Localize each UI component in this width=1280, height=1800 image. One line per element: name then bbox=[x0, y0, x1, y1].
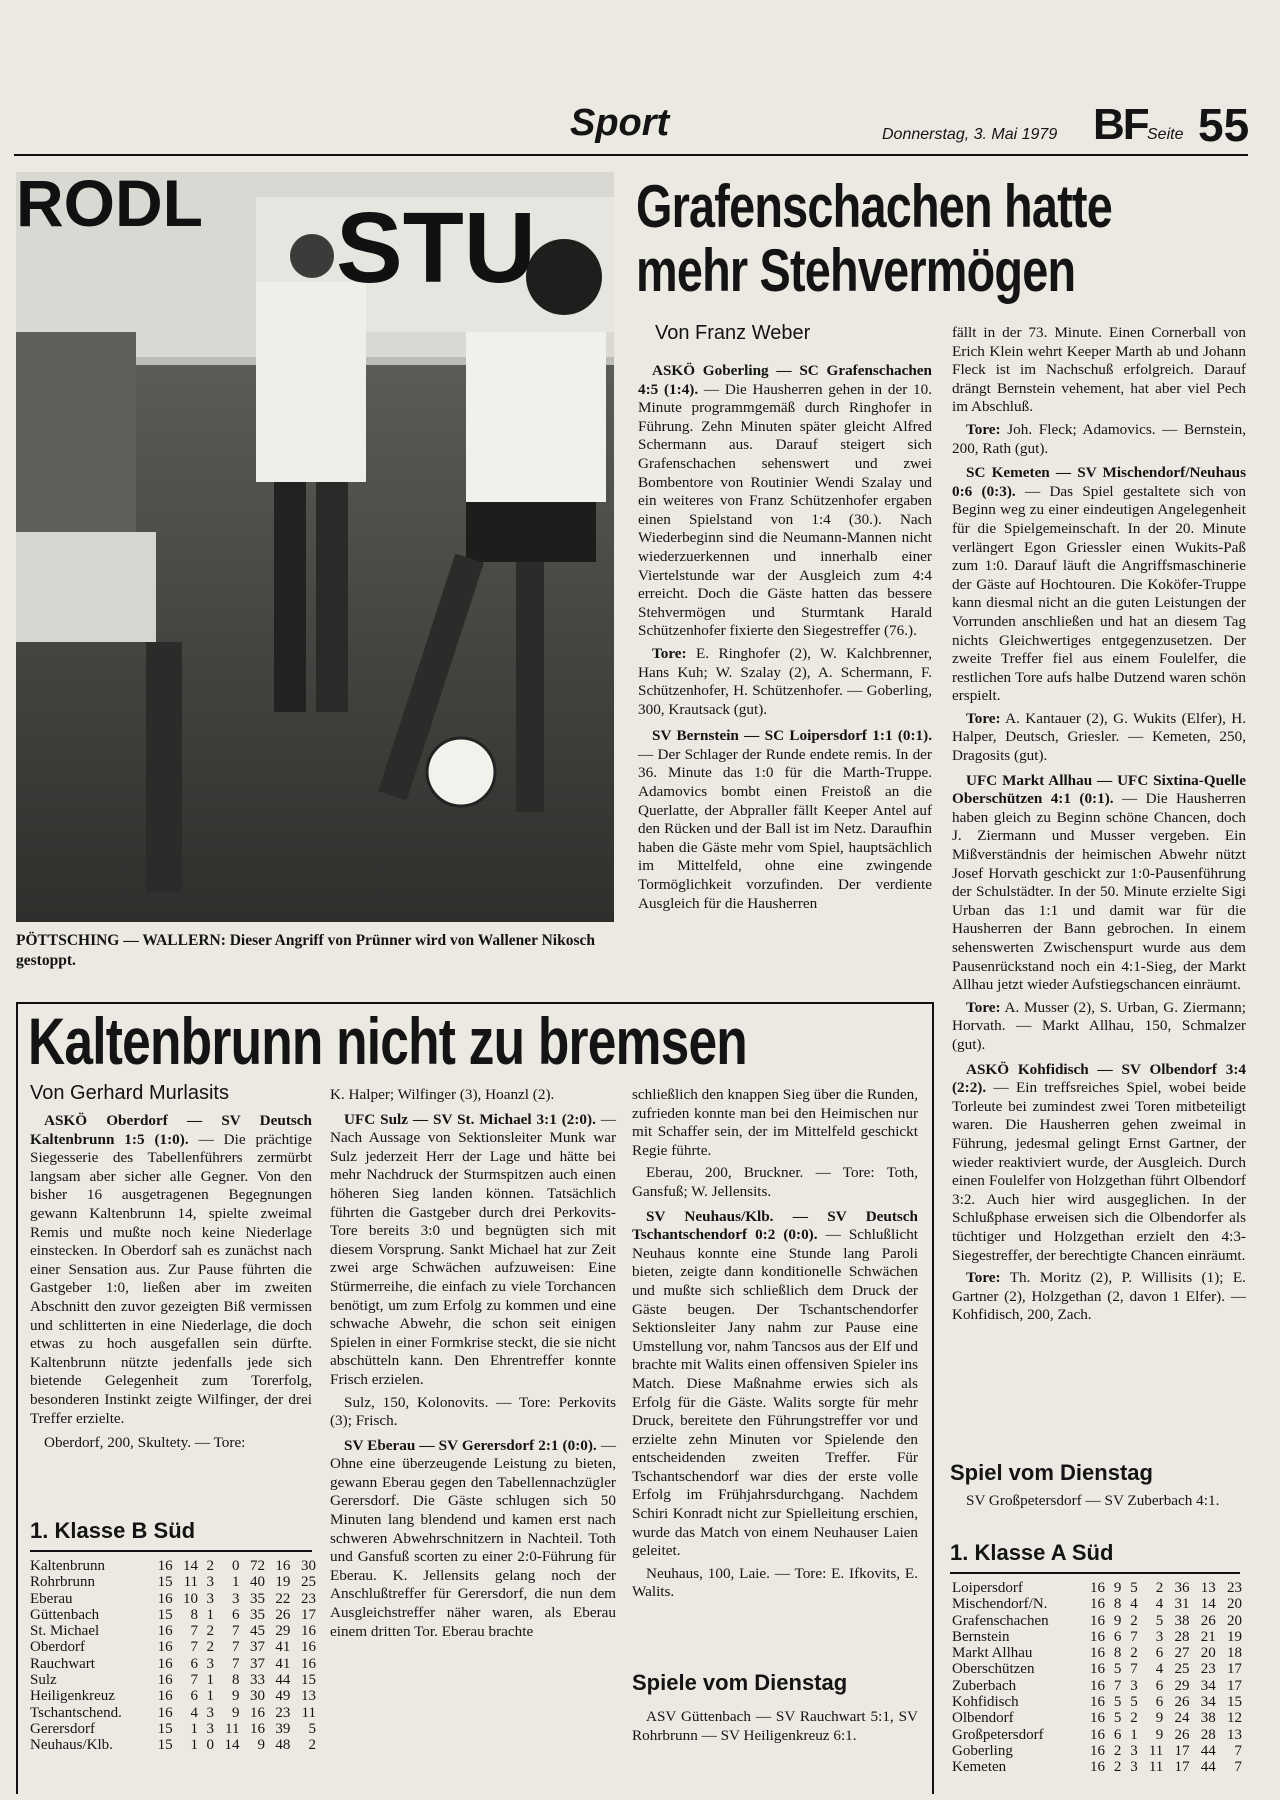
stat-cell: 37 bbox=[249, 1639, 265, 1656]
team-name: Heiligenkreuz bbox=[30, 1688, 115, 1705]
paragraph: Tore: A. Musser (2), S. Urban, G. Ziermann; Horvath. — Markt Allhau, 150, Schmalzer (gut). bbox=[952, 998, 1246, 1053]
article1-headline-line1: Grafenschachen hatte bbox=[636, 173, 1112, 240]
page-label: Seite bbox=[1147, 126, 1184, 143]
table-row bbox=[952, 1613, 1242, 1629]
stat-cell: 9 bbox=[231, 1704, 240, 1721]
stat-cell: 5 bbox=[1155, 1612, 1164, 1629]
stat-cell: 16 bbox=[157, 1672, 173, 1689]
stat-cell: 1 bbox=[206, 1606, 214, 1623]
match-photo bbox=[16, 172, 614, 922]
stat-cell: 37 bbox=[249, 1655, 265, 1672]
spiele-vom-dienstag-text: ASV Güttenbach — SV Rauchwart 5:1, SV Rohrbrunn — SV Heiligenkreuz 6:1. bbox=[632, 1708, 918, 1744]
table-row bbox=[30, 1656, 316, 1672]
stat-cell: 15 bbox=[1227, 1694, 1242, 1711]
stat-cell: 49 bbox=[275, 1688, 291, 1705]
table-b-title: 1. Klasse B Süd bbox=[30, 1518, 196, 1543]
stat-cell: 2 bbox=[308, 1737, 316, 1754]
stat-cell: 16 bbox=[1089, 1759, 1105, 1776]
stat-cell: 1 bbox=[206, 1672, 214, 1689]
stat-cell: 6 bbox=[1155, 1677, 1164, 1694]
stat-cell: 4 bbox=[1155, 1661, 1164, 1678]
stat-cell: 19 bbox=[1227, 1628, 1242, 1645]
stat-cell: 6 bbox=[190, 1688, 199, 1705]
stat-cell: 13 bbox=[1200, 1580, 1216, 1596]
stat-cell: 4 bbox=[190, 1704, 199, 1721]
paragraph: Tore: E. Ringhofer (2), W. Kalchbrenner, Hans Kuh; W. Szalay (2), A. Schermann, F. Schützenhofer, H. Schützenhofer. — Goberling, 300, Krautsack (gut). bbox=[638, 644, 932, 718]
table-row bbox=[30, 1574, 316, 1590]
stat-cell: 7 bbox=[1130, 1628, 1138, 1645]
stat-cell: 30 bbox=[249, 1688, 265, 1705]
table-row bbox=[952, 1727, 1242, 1743]
stat-cell: 16 bbox=[157, 1704, 173, 1721]
table-row bbox=[30, 1688, 316, 1704]
stat-cell: 44 bbox=[1200, 1742, 1216, 1759]
stat-cell: 16 bbox=[1089, 1580, 1105, 1596]
stat-cell: 9 bbox=[1113, 1580, 1122, 1596]
stat-cell: 4 bbox=[1155, 1596, 1164, 1613]
stat-cell: 11 bbox=[1148, 1742, 1164, 1759]
stat-cell: 16 bbox=[301, 1639, 316, 1656]
stat-cell: 6 bbox=[1155, 1694, 1164, 1711]
team-name: Goberling bbox=[952, 1742, 1013, 1759]
article2-headline: Kaltenbrunn nicht zu bremsen bbox=[28, 1004, 747, 1078]
stat-cell: 30 bbox=[301, 1558, 316, 1574]
stat-cell: 10 bbox=[183, 1590, 199, 1607]
table-row bbox=[952, 1580, 1242, 1596]
stat-cell: 3 bbox=[1155, 1628, 1164, 1645]
paragraph: Tore: Th. Moritz (2), P. Willisits (1); E. Gartner (2), Holzgethan (2, davon 1 Elfer). — Kohfidisch, 200, Zach. bbox=[952, 1269, 1246, 1324]
stat-cell: 16 bbox=[1089, 1628, 1105, 1645]
stat-cell: 16 bbox=[157, 1590, 173, 1607]
stat-cell: 23 bbox=[1200, 1661, 1216, 1678]
team-name: Bernstein bbox=[952, 1628, 1010, 1645]
stat-cell: 3 bbox=[1130, 1677, 1138, 1694]
table-row bbox=[952, 1694, 1242, 1710]
stat-cell: 41 bbox=[275, 1639, 291, 1656]
stat-cell: 8 bbox=[1113, 1645, 1122, 1662]
paragraph: Eberau, 200, Bruckner. — Tore: Toth, Gansfuß; W. Jellensits. bbox=[632, 1164, 918, 1200]
stat-cell: 17 bbox=[1227, 1677, 1242, 1694]
stat-cell: 8 bbox=[190, 1606, 199, 1623]
page-number: 55 bbox=[1198, 99, 1250, 151]
stat-cell: 45 bbox=[249, 1623, 265, 1640]
stat-cell: 6 bbox=[190, 1655, 199, 1672]
table-a-title: 1. Klasse A Süd bbox=[950, 1540, 1114, 1565]
stat-cell: 9 bbox=[231, 1688, 240, 1705]
stat-cell: 38 bbox=[1200, 1710, 1216, 1727]
stat-cell: 17 bbox=[1227, 1661, 1242, 1678]
stat-cell: 6 bbox=[231, 1606, 240, 1623]
stat-cell: 16 bbox=[1089, 1596, 1105, 1613]
stat-cell: 26 bbox=[1174, 1694, 1190, 1711]
table-row bbox=[30, 1705, 316, 1721]
stat-cell: 5 bbox=[308, 1720, 316, 1737]
stat-cell: 16 bbox=[157, 1639, 173, 1656]
stat-cell: 26 bbox=[1200, 1612, 1216, 1629]
stat-cell: 16 bbox=[157, 1655, 173, 1672]
stat-cell: 5 bbox=[1113, 1661, 1122, 1678]
stat-cell: 14 bbox=[1200, 1596, 1216, 1613]
stat-cell: 16 bbox=[1089, 1677, 1105, 1694]
stat-cell: 7 bbox=[231, 1639, 240, 1656]
stat-cell: 1 bbox=[1130, 1726, 1138, 1743]
stat-cell: 4 bbox=[1130, 1596, 1138, 1613]
stat-cell: 48 bbox=[275, 1737, 291, 1754]
stat-cell: 20 bbox=[1227, 1612, 1242, 1629]
stat-cell: 7 bbox=[1234, 1759, 1242, 1776]
team-name: Kohfidisch bbox=[952, 1694, 1019, 1711]
team-name: Markt Allhau bbox=[952, 1645, 1033, 1662]
stat-cell: 27 bbox=[1174, 1645, 1190, 1662]
stat-cell: 16 bbox=[1089, 1710, 1105, 1727]
stat-cell: 16 bbox=[301, 1623, 316, 1640]
table-row bbox=[952, 1596, 1242, 1612]
paragraph: Sulz, 150, Kolonovits. — Tore: Perkovits (3); Frisch. bbox=[330, 1393, 616, 1430]
stat-cell: 11 bbox=[301, 1704, 316, 1721]
stat-cell: 3 bbox=[1130, 1742, 1138, 1759]
paragraph: Neuhaus, 100, Laie. — Tore: E. Ifkovits, E. Walits. bbox=[632, 1564, 918, 1601]
stat-cell: 16 bbox=[157, 1623, 173, 1640]
article1-column-1 bbox=[638, 362, 932, 917]
paragraph: Oberdorf, 200, Skultety. — Tore: bbox=[44, 1434, 246, 1452]
team-name: Kemeten bbox=[952, 1759, 1007, 1776]
article1-headline-line2: mehr Stehvermögen bbox=[636, 237, 1076, 304]
stat-cell: 44 bbox=[275, 1672, 291, 1689]
stat-cell: 11 bbox=[225, 1720, 240, 1737]
stat-cell: 39 bbox=[275, 1720, 291, 1737]
stat-cell: 9 bbox=[1113, 1612, 1122, 1629]
table-row bbox=[30, 1737, 316, 1753]
stat-cell: 1 bbox=[190, 1720, 199, 1737]
stat-cell: 26 bbox=[1174, 1726, 1190, 1743]
stat-cell: 24 bbox=[1174, 1710, 1190, 1727]
stat-cell: 1 bbox=[206, 1688, 214, 1705]
article2-column-3 bbox=[632, 1086, 918, 1606]
stat-cell: 3 bbox=[231, 1590, 240, 1607]
stat-cell: 15 bbox=[157, 1737, 173, 1754]
stat-cell: 2 bbox=[1113, 1759, 1122, 1776]
paragraph: fällt in der 73. Minute. Einen Cornerball von Erich Klein wehrt Keeper Marth ab und Johann Fleck ist im Nachschuß erfolgreich. Darauf drängt Bernstein vehement, hat aber viel Pech im Abschluß. bbox=[952, 324, 1246, 416]
stat-cell: 16 bbox=[275, 1558, 291, 1574]
stat-cell: 31 bbox=[1174, 1596, 1190, 1613]
stat-cell: 5 bbox=[1130, 1580, 1138, 1596]
stat-cell: 7 bbox=[1130, 1661, 1138, 1678]
stat-cell: 5 bbox=[1130, 1694, 1138, 1711]
table-row bbox=[952, 1629, 1242, 1645]
stat-cell: 35 bbox=[249, 1590, 265, 1607]
stat-cell: 16 bbox=[1089, 1612, 1105, 1629]
team-name: Loipersdorf bbox=[952, 1580, 1023, 1596]
article1-byline: Von Franz Weber bbox=[655, 322, 811, 344]
stat-cell: 15 bbox=[157, 1574, 173, 1591]
stat-cell: 2 bbox=[1113, 1742, 1122, 1759]
stat-cell: 3 bbox=[206, 1720, 214, 1737]
team-name: Olbendorf bbox=[952, 1710, 1014, 1727]
table-row bbox=[952, 1661, 1242, 1677]
stat-cell: 2 bbox=[206, 1639, 214, 1656]
stat-cell: 5 bbox=[1113, 1694, 1122, 1711]
table-row bbox=[952, 1710, 1242, 1726]
table-row bbox=[952, 1759, 1242, 1775]
table-row bbox=[30, 1672, 316, 1688]
stat-cell: 2 bbox=[206, 1558, 214, 1574]
spiel-vom-dienstag-heading: Spiel vom Dienstag bbox=[950, 1460, 1153, 1485]
table-row bbox=[952, 1743, 1242, 1759]
team-name: Sulz bbox=[30, 1672, 57, 1689]
stat-cell: 16 bbox=[1089, 1694, 1105, 1711]
stat-cell: 11 bbox=[1148, 1759, 1164, 1776]
stat-cell: 25 bbox=[1174, 1661, 1190, 1678]
stat-cell: 16 bbox=[249, 1720, 265, 1737]
team-name: St. Michael bbox=[30, 1623, 100, 1640]
article2-byline: Von Gerhard Murlasits bbox=[30, 1082, 229, 1104]
photo-graphic bbox=[16, 172, 614, 922]
table-row bbox=[952, 1678, 1242, 1694]
stat-cell: 2 bbox=[1130, 1612, 1138, 1629]
stat-cell: 23 bbox=[1227, 1580, 1242, 1596]
paragraph: SV Bernstein — SC Loipersdorf 1:1 (0:1). — Der Schlager der Runde endete remis. In der 36. Minute das 1:0 für die Marth-Truppe. Adamovics bombt einen Freistoß an die Querlatte, der Abpraller fällt Keeper Antel auf den Rücken und der Ball ist im Netz. Daraufhin haben die Gäste mehr vom Spiel, hauptsächlich im Mittelfeld, ohne eine zwingende Tormöglichkeit vorzufinden. Der verdiente Ausgleich für die Hausherren bbox=[638, 727, 932, 912]
stat-cell: 3 bbox=[206, 1655, 214, 1672]
stat-cell: 34 bbox=[1200, 1677, 1216, 1694]
team-name: Grafenschachen bbox=[952, 1612, 1049, 1629]
stat-cell: 22 bbox=[275, 1590, 291, 1607]
stat-cell: 3 bbox=[1130, 1759, 1138, 1776]
stat-cell: 23 bbox=[275, 1704, 291, 1721]
table-row bbox=[30, 1721, 316, 1737]
paragraph: ASKÖ Kohfidisch — SV Olbendorf 3:4 (2:2). — Ein treffsreiches Spiel, wobei beide Torleute bei zumindest zwei Toren mitbeteiligt waren. Die Hausherren gehen zweimal in Führung, jedesmal gelingt Ernst Gartner, der wieder reaktiviert wurde, der Ausgleich. Durch einen Foulelfer von Holzgethan führt Olbendorf 3:2. Auch hier wird ausgeglichen. In der Schlußphase erweisen sich die Olbendorfer als tüchtiger und Holzgethan erzielt den 4:3-Siegestreffer, der berechtigte Chancen einräumt. bbox=[952, 1060, 1247, 1264]
stat-cell: 40 bbox=[249, 1574, 265, 1591]
stat-cell: 13 bbox=[1227, 1726, 1242, 1743]
stat-cell: 3 bbox=[206, 1574, 214, 1591]
spiele-vom-dienstag-heading: Spiele vom Dienstag bbox=[632, 1670, 848, 1695]
paragraph: K. Halper; Wilfinger (3), Hoanzl (2). bbox=[330, 1086, 555, 1103]
stat-cell: 17 bbox=[1174, 1742, 1190, 1759]
stat-cell: 9 bbox=[1155, 1726, 1164, 1743]
team-name: Großpetersdorf bbox=[952, 1726, 1044, 1743]
team-name: Gerersdorf bbox=[30, 1720, 95, 1737]
stat-cell: 29 bbox=[1174, 1677, 1190, 1694]
photo-caption: PÖTTSCHING — WALLERN: Dieser Angriff von Prünner wird von Wallener Nikosch gestoppt. bbox=[16, 932, 596, 969]
stat-cell: 23 bbox=[301, 1590, 316, 1607]
stat-cell: 28 bbox=[1200, 1726, 1216, 1743]
team-name: Eberau bbox=[30, 1590, 73, 1607]
table-b-rule bbox=[30, 1550, 312, 1552]
table-row bbox=[952, 1645, 1242, 1661]
stat-cell: 7 bbox=[1234, 1742, 1242, 1759]
paragraph: ASKÖ Goberling — SC Grafenschachen 4:5 (1:4). — Die Hausherren gehen in der 10. Minute programmgemäß durch Ringhofer in Führung. Zehn Minuten später gleicht Alfred Schermann aus. Darauf steigert sich Grafenschachen sehenswert und zwei Bombentore von Routinier Wendi Szalay und ein weiteres von Franz Schützenhofer ergaben einen Spielstand von 1:4 (30.). Nach Wiederbeginn sind die Neumann-Mannen nicht wiederzuerkennen und innerhalb einer Viertelstunde war der Ausgleich zum 4:4 erreicht. Doch die Gäste hatten das bessere Stehvermögen und Sturmtank Harald Schützenhofer fixierte den Siegestreffer (76.). bbox=[638, 362, 933, 640]
paragraph: SV Neuhaus/Klb. — SV Deutsch Tschantschendorf 0:2 (0:0). — Schlußlicht Neuhaus konnte eine Stunde lang Paroli bieten, zeigte dann konditionelle Schwächen und mußte sich schließlich dem Druck der Gäste beugen. Der Tschantschendorfer Sektionsleiter Jany nahm zur Pause eine Umstellung vor, nahm Tancsos aus der Elf und brachte mit Walits einen offensiven Spieler ins Match. Diese Maßnahme erwies sich als Erfolg für die Gäste. Walits sorgte für mehr Druck, bereitete den Führungstreffer vor und erzielte zehn Minuten vor Spielende den entscheidenden zweiten Treffer. Für Tschantschendorf war dies der erste volle Erfolg im Frühjahrsdurchgang. Nachdem Schiri Konradt nicht zur Spielleitung erschien, wurde das Match von einem Neuhauser Laien geleitet. bbox=[632, 1207, 919, 1560]
stat-cell: 17 bbox=[1174, 1759, 1190, 1776]
table-row bbox=[30, 1591, 316, 1607]
stat-cell: 1 bbox=[190, 1737, 199, 1754]
table-row bbox=[30, 1558, 316, 1574]
section-title: Sport bbox=[570, 102, 670, 144]
stat-cell: 6 bbox=[1113, 1726, 1122, 1743]
stat-cell: 9 bbox=[257, 1737, 265, 1754]
article2-column-2 bbox=[330, 1086, 616, 1645]
article2-column-1 bbox=[30, 1112, 312, 1457]
team-name: Oberdorf bbox=[30, 1639, 85, 1656]
stat-cell: 15 bbox=[301, 1672, 316, 1689]
stat-cell: 11 bbox=[183, 1574, 199, 1591]
table-row bbox=[30, 1639, 316, 1655]
paragraph: schließlich den knappen Sieg über die Runden, zufrieden konnte man bei den Heimischen nur mit Schaffer sein, der im Mittelfeld geschickt Regie führte. bbox=[632, 1086, 918, 1159]
team-name: Zuberbach bbox=[952, 1677, 1017, 1694]
stat-cell: 20 bbox=[1200, 1645, 1216, 1662]
stat-cell: 16 bbox=[249, 1704, 265, 1721]
stat-cell: 0 bbox=[206, 1737, 214, 1754]
stat-cell: 2 bbox=[1155, 1580, 1164, 1596]
stat-cell: 38 bbox=[1174, 1612, 1190, 1629]
paragraph: Tore: Joh. Fleck; Adamovics. — Bernstein, 200, Rath (gut). bbox=[952, 420, 1247, 457]
stat-cell: 28 bbox=[1174, 1628, 1190, 1645]
stat-cell: 16 bbox=[1089, 1742, 1105, 1759]
table-a-standings bbox=[952, 1580, 1242, 1776]
team-name: Kaltenbrunn bbox=[30, 1558, 105, 1574]
paragraph: UFC Sulz — SV St. Michael 3:1 (2:0). — Nach Aussage von Sektionsleiter Munk war Sulz jederzeit Herr der Lage und hätte bei mehr Nachdruck der Sturmspitzen auch einen höheren Sieg landen können. Tatsächlich führten die Gastgeber durch drei Perkovits-Tore bereits 3:0 und begnügten sich mit diesem Vorsprung. Sankt Michael hat zur Zeit zwei arge Schwächen aufzuweisen: Eine Stürmerreihe, die einfach zu viele Torchancen benötigt, um zum Erfolg zu kommen und eine schwache Abwehr, die schon seit einigen Spielen in einer Formkrise steckt, die sie nicht abschütteln kann. Den Ehrentreffer konnte Frisch erzielen. bbox=[330, 1110, 616, 1388]
stat-cell: 36 bbox=[1174, 1580, 1190, 1596]
stat-cell: 6 bbox=[1113, 1628, 1122, 1645]
team-name: Güttenbach bbox=[30, 1606, 100, 1623]
stat-cell: 16 bbox=[1089, 1661, 1105, 1678]
stat-cell: 18 bbox=[1227, 1645, 1242, 1662]
stat-cell: 29 bbox=[275, 1623, 291, 1640]
team-name: Oberschützen bbox=[952, 1661, 1035, 1678]
stat-cell: 19 bbox=[275, 1574, 291, 1591]
stat-cell: 2 bbox=[1130, 1645, 1138, 1662]
stat-cell: 35 bbox=[249, 1606, 265, 1623]
paragraph: ASKÖ Oberdorf — SV Deutsch Kaltenbrunn 1:5 (1:0). — Die prächtige Siegesserie des Tabellenführers zermürbt langsam aber sicher alle Gegner. Von den bisher 16 ausgetragenen Begegnungen gewann Kaltenbrunn 14, spielte zweimal Remis und mußte noch keine Niederlage einstecken. In Oberdorf sah es zunächst nach einer Sensation aus. Zur Pause führten die Gastgeber 1:0, ließen aber im zweiten Abschnitt den zuvor gezeigten Biß vermissen und schlitterten in eine Niederlage, die doch etwas zu hoch ausgefallen sein dürfte. Kaltenbrunn nützte jedenfalls jede sich bietende Gelegenheit zum Torerfolg, besonderen Instinkt zeigte Wilfinger, der drei Treffer erzielte. bbox=[30, 1112, 313, 1427]
stat-cell: 7 bbox=[1113, 1677, 1122, 1694]
stat-cell: 1 bbox=[231, 1574, 240, 1591]
stat-cell: 6 bbox=[1155, 1645, 1164, 1662]
header-rule bbox=[14, 154, 1248, 156]
stat-cell: 33 bbox=[249, 1672, 265, 1689]
stat-cell: 15 bbox=[157, 1720, 173, 1737]
stat-cell: 15 bbox=[157, 1606, 173, 1623]
stat-cell: 26 bbox=[275, 1606, 291, 1623]
stat-cell: 5 bbox=[1113, 1710, 1122, 1727]
stat-cell: 16 bbox=[157, 1688, 173, 1705]
table-b-standings bbox=[30, 1558, 316, 1754]
stat-cell: 16 bbox=[157, 1558, 173, 1574]
spiel-vom-dienstag-text: SV Großpetersdorf — SV Zuberbach 4:1. bbox=[966, 1492, 1220, 1509]
stat-cell: 17 bbox=[301, 1606, 316, 1623]
stat-cell: 7 bbox=[190, 1639, 199, 1656]
team-name: Rohrbrunn bbox=[30, 1574, 95, 1591]
paper-logo: BF bbox=[1093, 100, 1148, 149]
stat-cell: 25 bbox=[301, 1574, 316, 1591]
sign-rodl: RODL bbox=[16, 172, 203, 240]
issue-date: Donnerstag, 3. Mai 1979 bbox=[882, 126, 1058, 143]
stat-cell: 2 bbox=[1130, 1710, 1138, 1727]
team-name: Neuhaus/Klb. bbox=[30, 1737, 113, 1754]
stat-cell: 3 bbox=[206, 1704, 214, 1721]
team-name: Tschantschend. bbox=[30, 1704, 122, 1721]
table-row bbox=[30, 1607, 316, 1623]
stat-cell: 20 bbox=[1227, 1596, 1242, 1613]
stat-cell: 7 bbox=[231, 1623, 240, 1640]
stat-cell: 2 bbox=[206, 1623, 214, 1640]
stat-cell: 14 bbox=[224, 1737, 240, 1754]
table-row bbox=[30, 1623, 316, 1639]
stat-cell: 41 bbox=[275, 1655, 291, 1672]
stat-cell: 7 bbox=[190, 1672, 199, 1689]
article1-column-2 bbox=[952, 324, 1246, 1329]
stat-cell: 16 bbox=[1089, 1726, 1105, 1743]
stat-cell: 16 bbox=[1089, 1645, 1105, 1662]
stat-cell: 8 bbox=[231, 1672, 240, 1689]
stat-cell: 21 bbox=[1200, 1628, 1216, 1645]
stat-cell: 0 bbox=[231, 1558, 240, 1574]
stat-cell: 34 bbox=[1200, 1694, 1216, 1711]
stat-cell: 7 bbox=[190, 1623, 199, 1640]
stat-cell: 8 bbox=[1113, 1596, 1122, 1613]
stat-cell: 9 bbox=[1155, 1710, 1164, 1727]
stat-cell: 14 bbox=[183, 1558, 199, 1574]
stat-cell: 13 bbox=[301, 1688, 316, 1705]
stat-cell: 44 bbox=[1200, 1759, 1216, 1776]
paragraph: SC Kemeten — SV Mischendorf/Neuhaus 0:6 (0:3). — Das Spiel gestaltete sich von Beginn weg zu einer eindeutigen Angelegenheit für die Spielgemeinschaft. In der 20. Minute verlängert Egon Griessler einen Wukits-Paß zum 1:0. Darauf läuft die Angriffsmaschinerie der Gäste auf Hochtouren. Die Koköfer-Truppe kann diesmal nicht an die guten Leistungen der Vorrunden anschließen und hat an diesem Tag nichts Gleichwertiges entgegenzusetzen. Der zweite Treffer fiel aus einem Foulelfer, die restlichen Tore aufs halbe Dutzend waren schön erspielt. bbox=[952, 464, 1246, 705]
stat-cell: 7 bbox=[231, 1655, 240, 1672]
stat-cell: 16 bbox=[301, 1655, 316, 1672]
paragraph: SV Eberau — SV Gerersdorf 2:1 (0:0). — Ohne eine überzeugende Leistung zu bieten, gewann Eberau gegen den Tabellennachzügler Gerersdorf. Die Gäste schlugen sich 50 Minuten lang blendend und kamen erst nach schweren Abwehrschnitzern in Nachteil. Toth und Gansfuß scorten zu einer 2:0-Führung für Eberau. K. Jellensits gelang noch der Anschlußtreffer für Gerersdorf, die nun dem Ausgleichstreffer näher waren, als Eberau einem dritten Tor. Eberau brachte bbox=[330, 1436, 616, 1640]
stat-cell: 3 bbox=[206, 1590, 214, 1607]
table-a-rule bbox=[950, 1572, 1240, 1574]
team-name: Rauchwart bbox=[30, 1655, 95, 1672]
paragraph: UFC Markt Allhau — UFC Sixtina-Quelle Oberschützen 4:1 (0:1). — Die Hausherren haben gleich zu Beginn schöne Chancen, doch J. Ziermann und Musser vergeben. Ein Mißverständnis der heimischen Abwehr nützt Josef Horvath geschickt zur 1:0-Pausenführung der Schulstädter. In der 50. Minute erzielte Sigi Urban das 1:1 und damit war für die Hausherren der Bann gebrochen. In einem sehenswerten Zwischenspurt wurde aus dem Pausenrückstand noch ein 4:1-Sieg, der Markt Allhau jetzt wieder Aufstiegschancen einräumt. bbox=[952, 771, 1246, 994]
stat-cell: 72 bbox=[249, 1558, 265, 1574]
team-name: Mischendorf/N. bbox=[952, 1596, 1048, 1613]
paragraph: Tore: A. Kantauer (2), G. Wukits (Elfer), H. Halper, Deutsch, Griesler. — Kemeten, 250, Dragosits (gut). bbox=[952, 709, 1246, 765]
stat-cell: 12 bbox=[1227, 1710, 1242, 1727]
sign-stu: STU bbox=[336, 192, 536, 304]
